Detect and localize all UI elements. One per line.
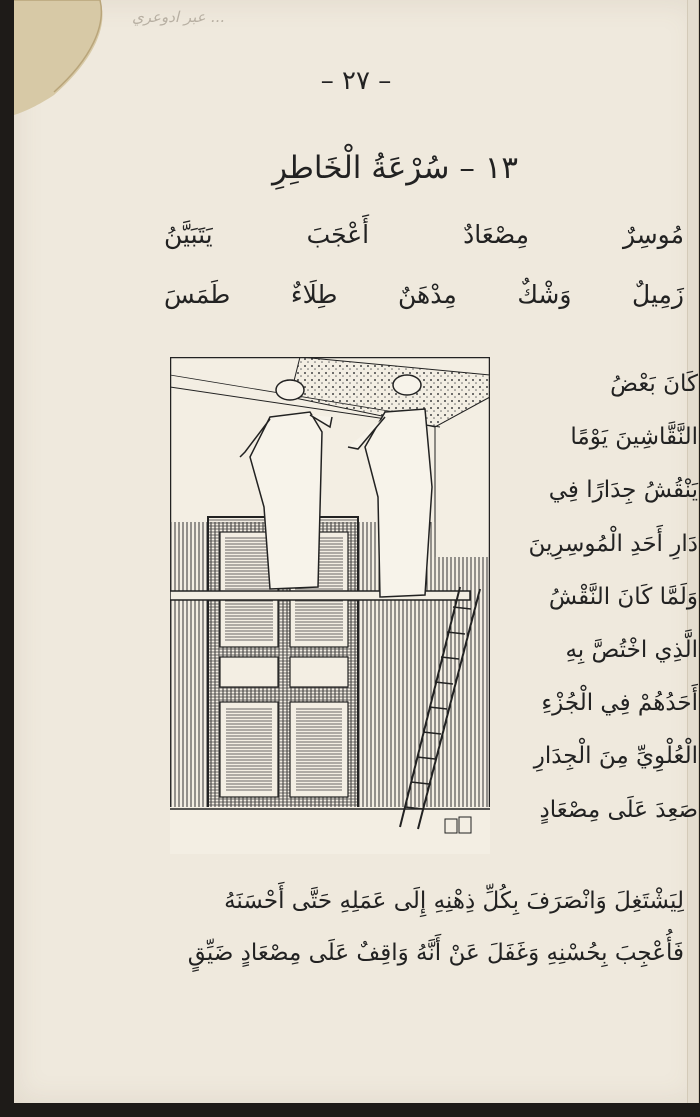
text-column: [502, 358, 698, 837]
text-line: الْعُلْوِيِّ مِنَ الْجِدَارِ: [533, 743, 698, 770]
vocab-word: طَمَسَ: [164, 280, 231, 309]
vocab-word: مُوسِرٌ: [622, 220, 684, 249]
text-line-full: فَأُعْجِبَ بِحُسْنِهِ وَغَفَلَ عَنْ أَنَّهُ وَاقِفٌ عَلَى مِصْعَادٍ ضَيِّقٍ: [187, 940, 684, 966]
text-line: كَانَ بَعْضُ: [610, 371, 698, 397]
vocab-word: يَتَبَيَّنُ: [164, 220, 213, 249]
lesson-title: ١٣ – سُرْعَةُ الْخَاطِرِ: [272, 150, 518, 186]
text-line: الَّذِي اخْتُصَّ بِهِ: [565, 636, 698, 663]
vocab-word: زَمِيلٌ: [632, 280, 684, 309]
text-line: دَارِ أَحَدِ الْمُوسِرِينَ: [528, 530, 698, 557]
vocab-word: طِلَاءٌ: [290, 280, 338, 309]
text-line: وَلَمَّا كَانَ النَّقْشُ: [548, 583, 698, 610]
worn-corner: [14, 0, 104, 115]
vocab-word: وَشْكٌ: [517, 280, 572, 309]
painters-illustration: [170, 357, 490, 854]
vocabulary-row-2: [164, 280, 684, 309]
text-line: النَّقَّاشِينَ يَوْمًا: [570, 424, 698, 451]
margin-note: عبر ادوعري ...: [132, 8, 225, 26]
text-line: أَحَدُهُمْ فِي الْجُزْءِ: [541, 690, 698, 717]
vocab-word: مِصْعَادٌ: [463, 220, 529, 249]
vocab-word: أَعْجَبَ: [306, 220, 370, 249]
text-line: يَنْقُشُ جِدَارًا فِي: [548, 477, 698, 504]
book-page: [14, 0, 699, 1103]
text-line-full: لِيَشْتَغِلَ وَانْصَرَفَ بِكُلِّ ذِهْنِهِ إِلَى عَمَلِهِ حَتَّى أَحْسَنَهُ: [224, 888, 684, 914]
vocab-word: مِدْهَنٌ: [398, 280, 457, 309]
text-line: صَعِدَ عَلَى مِصْعَادٍ: [539, 796, 698, 823]
page-number: – ٢٧ –: [320, 66, 392, 96]
vocabulary-row-1: [164, 220, 684, 249]
